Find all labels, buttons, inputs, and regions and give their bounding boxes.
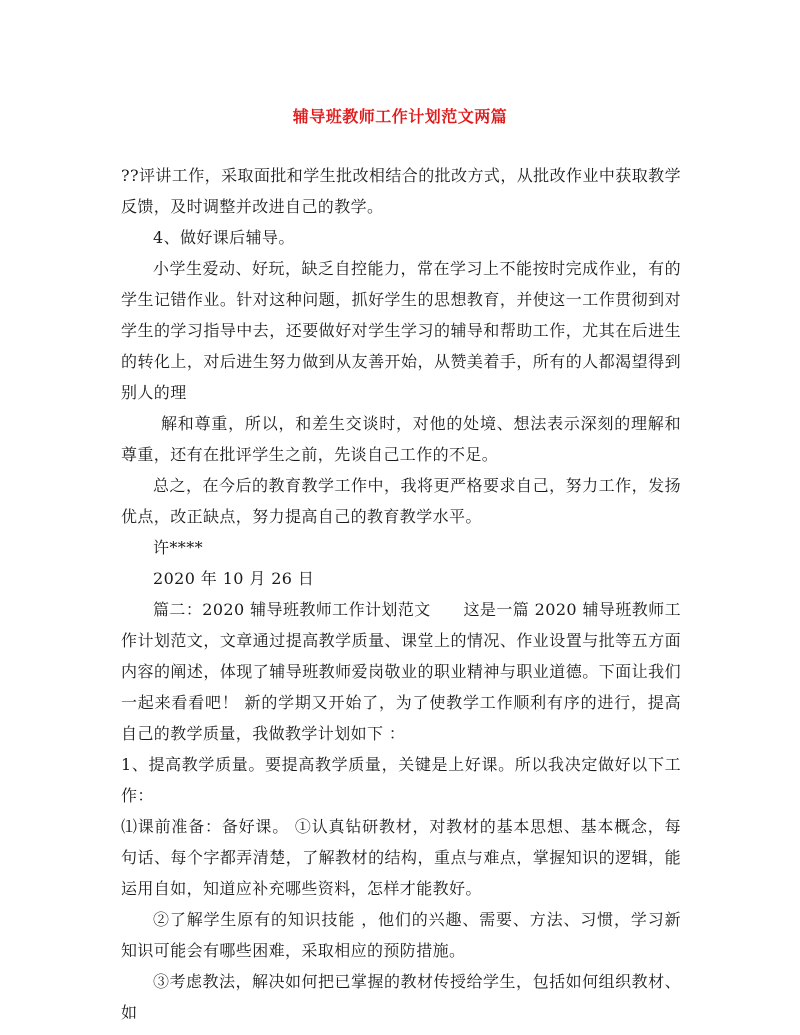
paragraph: ??评讲工作，采取面批和学生批改相结合的批改方式，从批改作业中获取教学反馈，及时调整并改进自己的教学。 [121,166,681,216]
paragraph: ②了解学生原有的知识技能 ，他们的兴趣、需要、方法、习惯，学习新知识可能会有哪些困难，采取相应的预防措施。 [121,910,681,960]
paragraph: 篇二：2020 辅导班教师工作计划范文 这是一篇 2020 辅导班教师工作计划范文，文章通过提高教学质量、课堂上的情况、作业设置与批等五方面内容的阐述，体现了辅导班教师爱岗敬业的职业精神与职业道德。下面让我们一起来看看吧！ 新的学期又开始了，为了使教学工作顺利有序的进行，提高自己的教学质量，我做教学计划如下 ： [121,600,681,743]
paragraph: 小学生爱动、好玩，缺乏自控能力，常在学习上不能按时完成作业，有的学生记错作业。针对这种问题，抓好学生的思想教育，并使这一工作贯彻到对学生的学习指导中去，还要做好对学生学习的辅导和帮助工作，尤其在后进生的转化上，对后进生努力做到从友善开始，从赞美着手，所有的人都渴望得到别人的理 [121,259,681,402]
document-title: 辅导班教师工作计划范文两篇 [292,107,508,126]
paragraph: 4、做好课后辅导。 [153,228,295,247]
author-signature: 许**** [153,538,203,557]
paragraph: ③考虑教法，解决如何把已掌握的教材传授给学生，包括如何组织教材、如 [121,972,681,1022]
section-heading: 1、提高教学质量。要提高教学质量，关键是上好课。所以我决定做好以下工作： [121,755,681,805]
paragraph: ⑴课前准备：备好课。 ①认真钻研教材，对教材的基本思想、基本概念，每句话、每个字都弄清楚，了解教材的结构，重点与难点，掌握知识的逻辑，能运用自如，知道应补充哪些资料，怎样才能教好。 [121,817,681,898]
paragraph: 总之，在今后的教育教学工作中，我将更严格要求自己，努力工作，发扬优点，改正缺点，努力提高自己的教育教学水平。 [121,476,681,526]
date-line: 2020 年 10 月 26 日 [153,569,315,588]
paragraph: 解和尊重，所以，和差生交谈时，对他的处境、想法表示深刻的理解和尊重，还有在批评学生之前，先谈自己工作的不足。 [121,414,681,464]
document-body [121,160,681,1028]
